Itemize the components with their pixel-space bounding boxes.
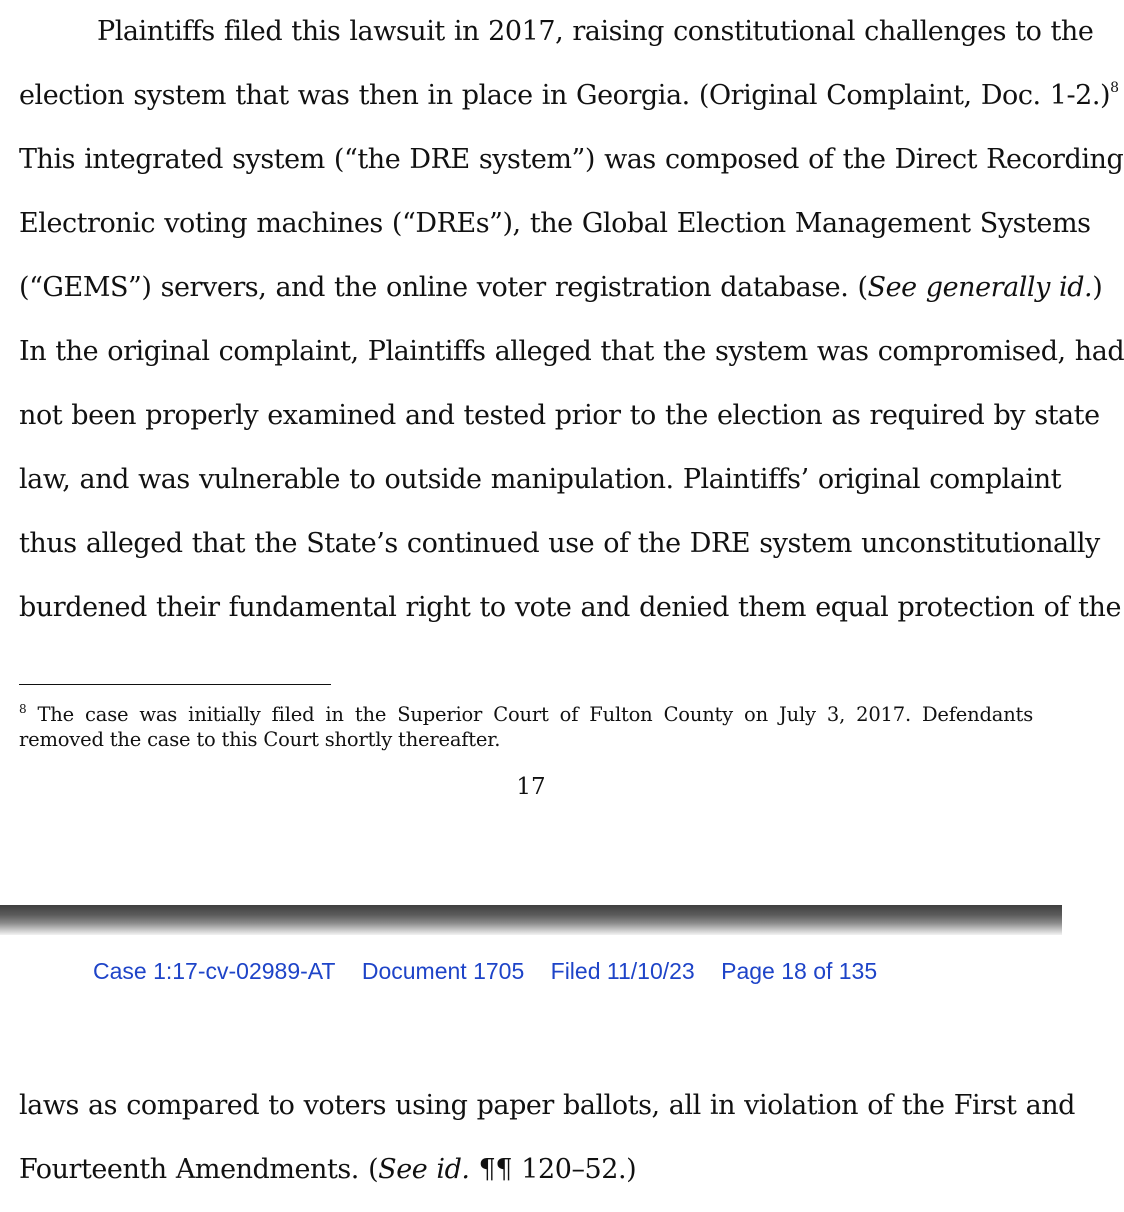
filed-date: Filed 11/10/23 bbox=[550, 958, 695, 984]
paragraph-line: This integrated system (“the DRE system”) was composed of the Direct Recording bbox=[19, 144, 1124, 175]
paragraph-line: Fourteenth Amendments. (See id. ¶¶ 120–52.) bbox=[19, 1154, 637, 1185]
paragraph-line: laws as compared to voters using paper ballots, all in violation of the First and bbox=[19, 1090, 1076, 1121]
paragraph-line: (“GEMS”) servers, and the online voter registration database. (See generally id.) bbox=[19, 272, 1103, 303]
paragraph-line: thus alleged that the State’s continued use of the DRE system unconstitutionally bbox=[19, 528, 1100, 559]
paragraph-line: law, and was vulnerable to outside manipulation. Plaintiffs’ original complaint bbox=[19, 464, 1062, 495]
paragraph-line: burdened their fundamental right to vote and denied them equal protection of the bbox=[19, 592, 1121, 623]
document-number: Document 1705 bbox=[361, 958, 525, 984]
page-separator bbox=[0, 905, 1062, 935]
footnote-number: 8 bbox=[19, 702, 27, 716]
main-paragraph bbox=[19, 10, 1124, 650]
footnote-line: $^8$ The case was initially filed in the Superior Court of Fulton County on July 3, 2017. Defendants bbox=[19, 702, 1033, 726]
case-header bbox=[93, 956, 877, 986]
continued-paragraph bbox=[19, 1084, 1076, 1212]
citation-signal: See generally id. bbox=[867, 272, 1093, 303]
paragraph-line: Plaintiffs filed this lawsuit in 2017, raising constitutional challenges to the bbox=[97, 16, 1094, 47]
case-number: Case 1:17-cv-02989-AT bbox=[93, 958, 336, 984]
page-number: 17 bbox=[516, 774, 546, 800]
paragraph-line: not been properly examined and tested prior to the election as required by state bbox=[19, 400, 1100, 431]
footnote-reference[interactable]: 8 bbox=[1110, 80, 1119, 96]
paragraph-line: election system that was then in place in Georgia. (Original Complaint, Doc. 1-2.)$^8$ bbox=[19, 80, 1119, 111]
page-count: Page 18 of 135 bbox=[721, 958, 878, 984]
footnote-line: removed the case to this Court shortly thereafter. bbox=[19, 728, 501, 751]
paragraph-line: Electronic voting machines (“DREs”), the Global Election Management Systems bbox=[19, 208, 1091, 239]
footnote bbox=[19, 702, 1033, 752]
citation-signal: See id. bbox=[378, 1154, 470, 1185]
footnote-divider bbox=[19, 684, 331, 685]
paragraph-line: In the original complaint, Plaintiffs alleged that the system was compromised, had bbox=[19, 336, 1124, 367]
